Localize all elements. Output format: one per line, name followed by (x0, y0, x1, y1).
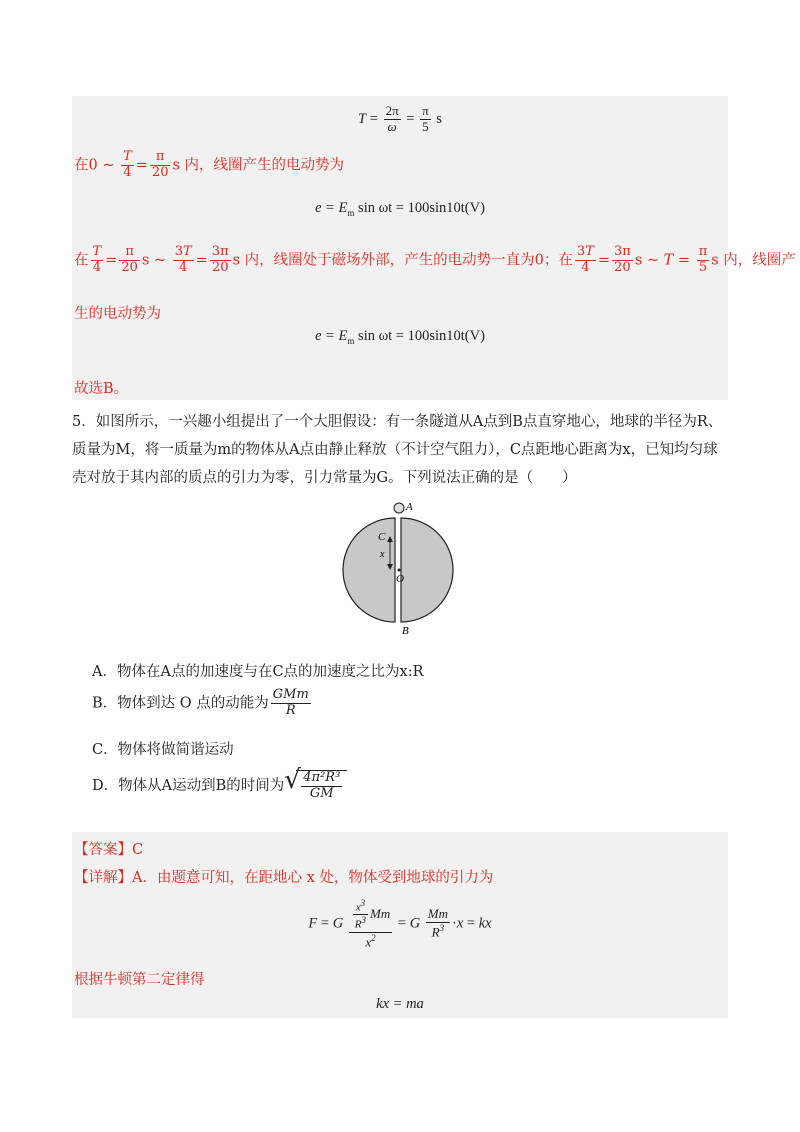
question-text: 5．如图所示，一兴趣小组提出了一个大胆假设：有一条隧道从A点到B点直穿地心，地球的半径为R、质量为M，将一质量为m的物体从A点由静止释放（不计空气阻力），C点距地心距离为x，已知均匀球壳对放于其内部的质点的引力为零，引力常量为G。下列说法正确的是（ ） (72, 414, 723, 486)
detail-line: 【详解】A．由题意可知，在距地心 x 处，物体受到地球的引力为 (74, 870, 494, 886)
answer-line: 【答案】C (74, 842, 144, 858)
newton-law-text: 根据牛顿第二定律得 (74, 972, 205, 988)
equation-emf-2: $e = E_m$ sin ωt = 100sin10t(V) (315, 328, 485, 346)
option-c: C．物体将做简谐运动 (92, 742, 234, 758)
label-x: x (380, 549, 385, 560)
equation-gravity: F = G $\frac{x^3}{R^3}$ Mm $x^2$ = G $\frac{Mm}{R^3}$ ·x = kx (308, 898, 492, 949)
earth-right-half (401, 518, 453, 622)
earth-tunnel-figure (338, 500, 458, 640)
equation-kx-ma: kx = ma (376, 996, 424, 1012)
solution-line-1: 在0 ~ $\frac{T}{4}$ = $\frac{\pi}{20}$ s 内，线圈产生的电动势为 (74, 149, 345, 180)
option-b: B．物体到达 O 点的动能为 $\frac{\text{GMm}}{R}$ (92, 687, 309, 718)
solution-line-2-cont: 生的电动势为 (74, 306, 161, 322)
option-a: A．物体在A点的加速度与在C点的加速度之比为x:R (92, 664, 424, 680)
label-c: C (378, 531, 386, 543)
label-o: O (396, 573, 404, 585)
equation-period: T = $\frac{2\pi}{\omega}$ = $\frac{\pi}{5}$ s (358, 103, 442, 134)
label-a: A (406, 501, 413, 513)
label-b: B (402, 625, 409, 637)
option-d: D．物体从A运动到B的时间为 √ $\frac{\text{4π²R³}}{GM}$ (92, 770, 347, 802)
equation-emf-1: $e = E_m$ sin ωt = 100sin10t(V) (315, 200, 485, 218)
solution-line-2: 在 $\frac{T}{4}$ = $\frac{\pi}{20}$ s ~ $\frac{3T}{4}$ = $\frac{3\pi}{20}$ s 内，线圈处于磁场外部，产生的电动势一直为0；在 $\frac{3T}{4}$ = $\frac{3\pi}{20}$ s ~ T = $\frac{\pi}{5}$ s 内，线圈产 (74, 244, 796, 275)
point-a-ball (394, 503, 404, 513)
conclusion-text: 故选B。 (74, 381, 129, 397)
earth-left-half (343, 518, 395, 622)
